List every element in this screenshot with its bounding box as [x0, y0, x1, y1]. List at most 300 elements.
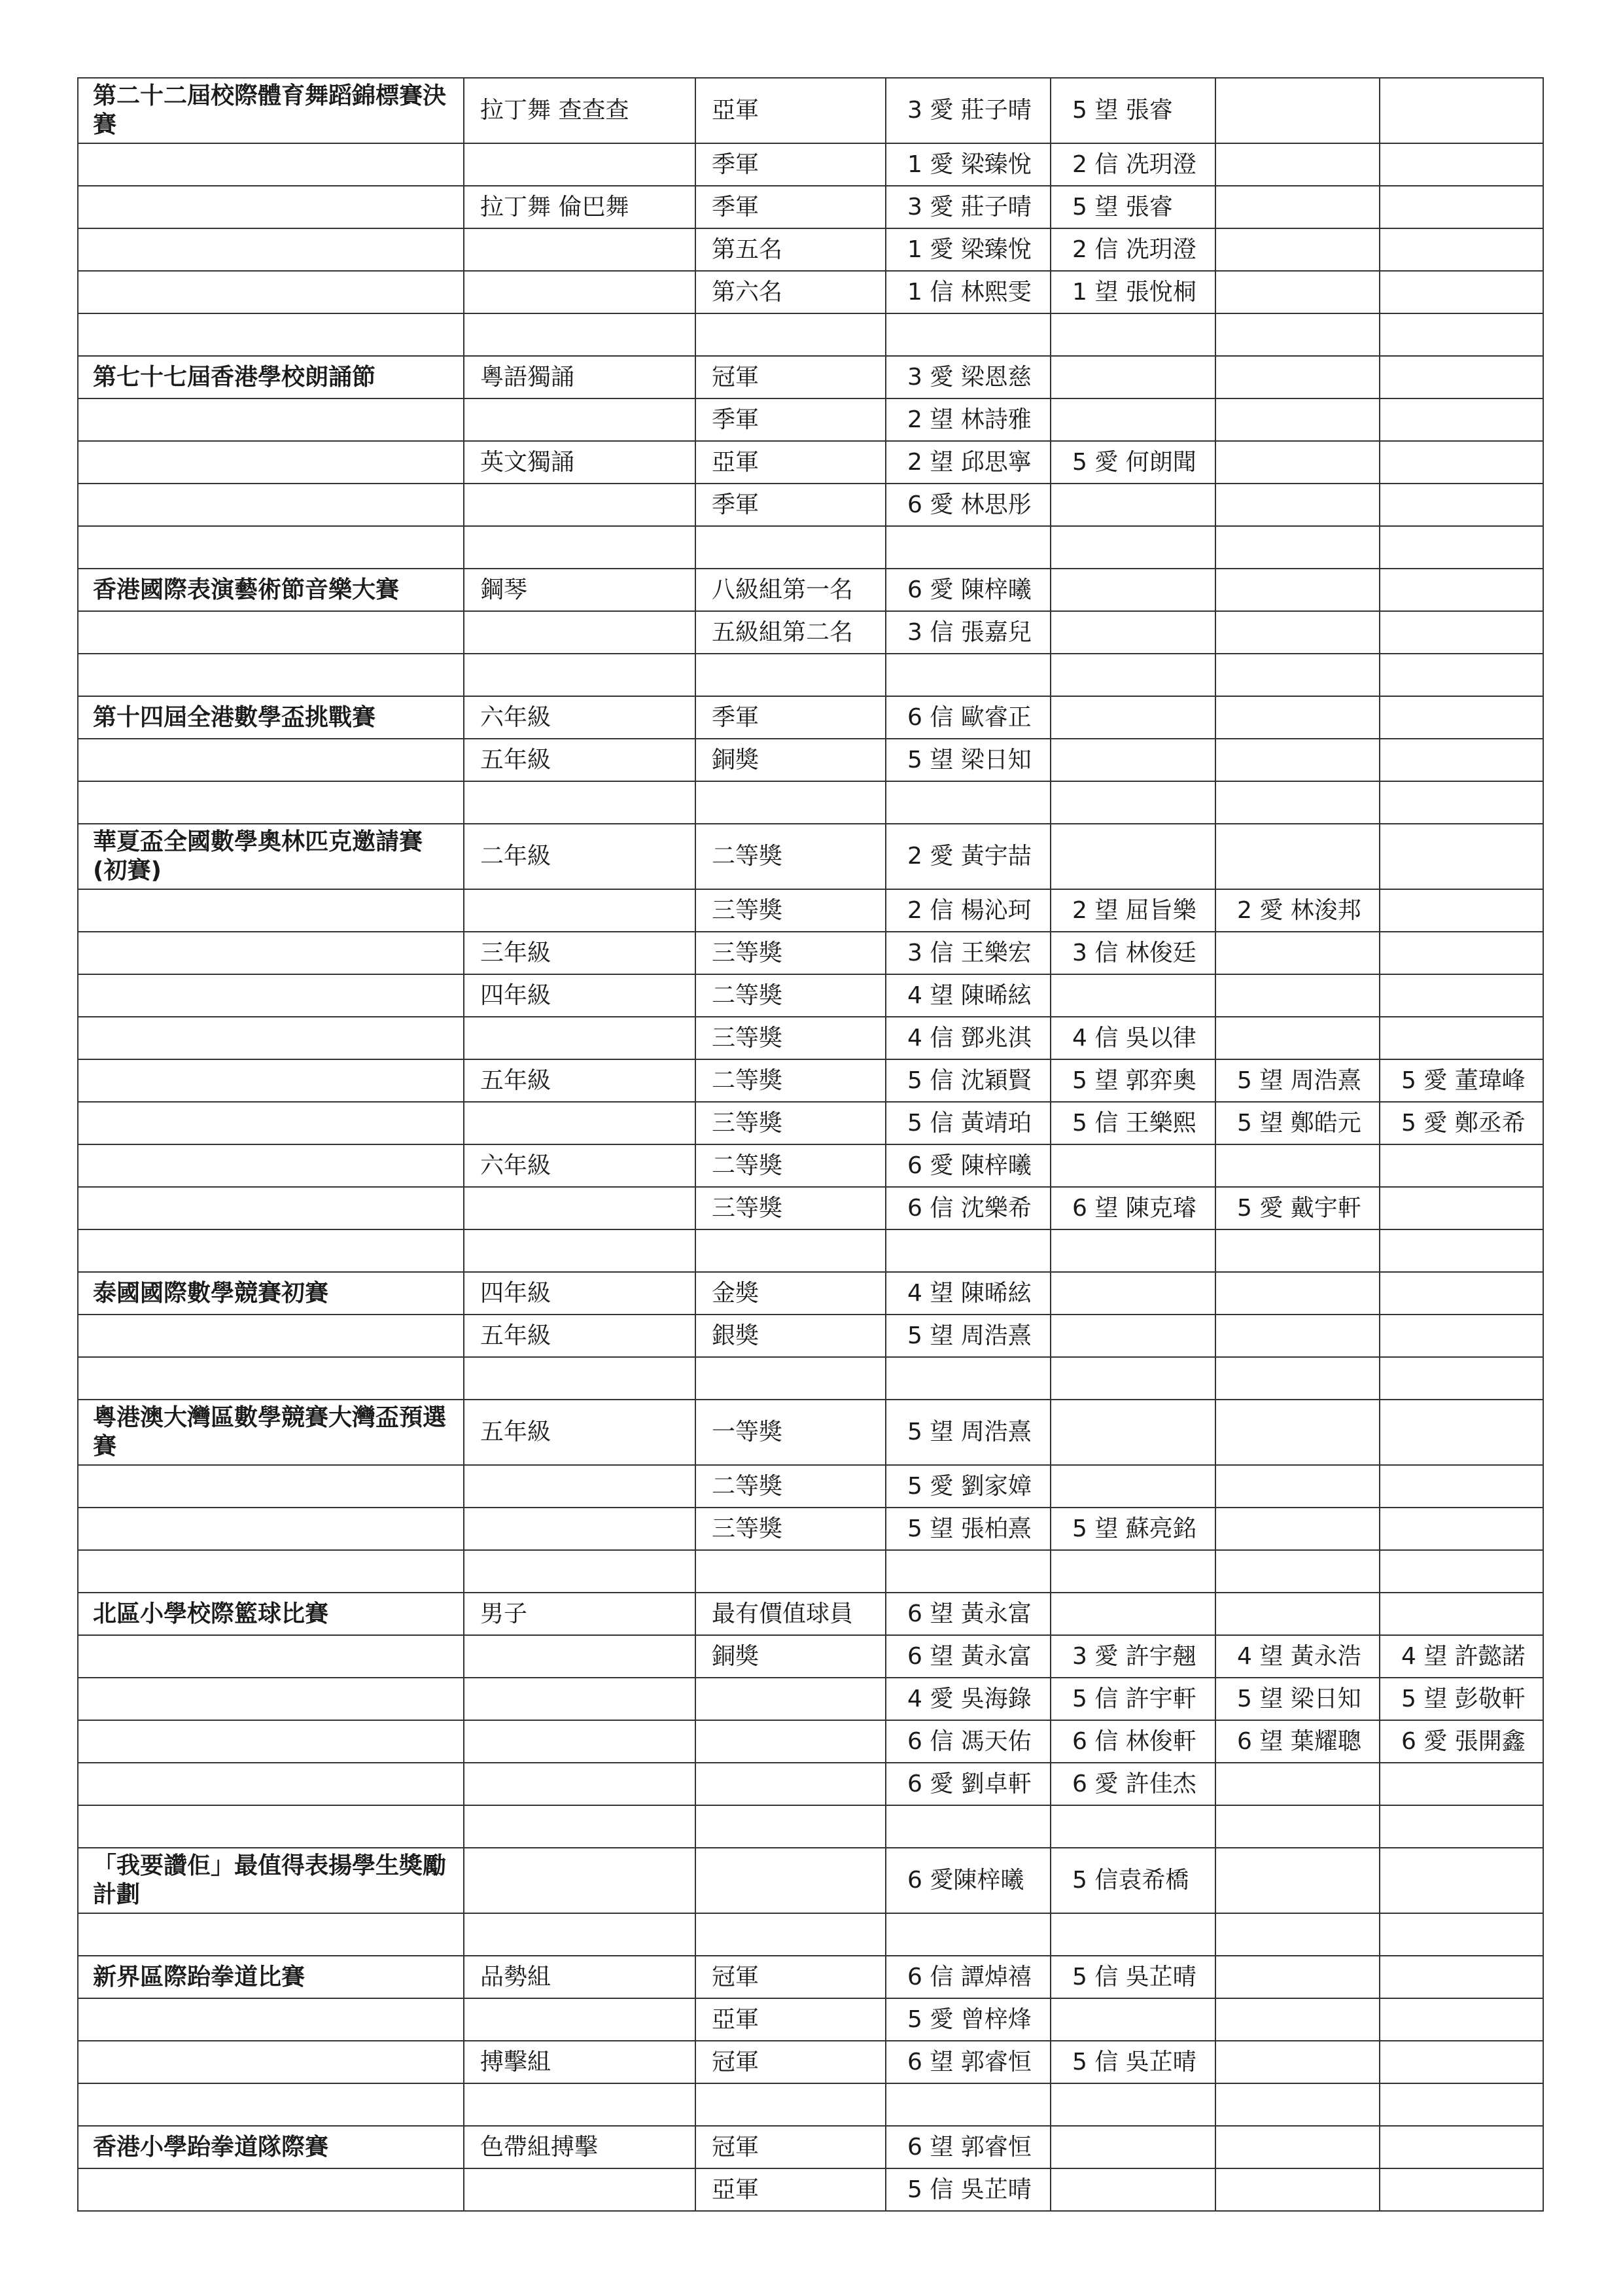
- student-cell: [1380, 1357, 1543, 1400]
- category-cell: [464, 2083, 695, 2126]
- competition-cell: [78, 143, 464, 186]
- category-cell: 六年級: [464, 1144, 695, 1187]
- student-cell: [1215, 1400, 1380, 1465]
- student-cell: [1215, 2083, 1380, 2126]
- student-cell: [886, 1357, 1051, 1400]
- student-cell: [1380, 143, 1543, 186]
- student-cell: 2 愛 黃宇喆: [886, 824, 1051, 889]
- table-row: [78, 2168, 1543, 2211]
- category-cell: [464, 1805, 695, 1848]
- student-cell: [1215, 1805, 1380, 1848]
- table-row: [78, 228, 1543, 271]
- award-cell: 二等獎: [695, 1059, 886, 1102]
- award-cell: [695, 1550, 886, 1593]
- category-cell: [464, 1848, 695, 1913]
- award-cell: 冠軍: [695, 2126, 886, 2168]
- award-cell: [695, 2083, 886, 2126]
- student-cell: [1380, 1848, 1543, 1913]
- student-cell: 6 愛 陳梓曦: [886, 569, 1051, 611]
- student-cell: 2 望 林詩雅: [886, 398, 1051, 441]
- student-cell: [1380, 313, 1543, 356]
- award-cell: 二等獎: [695, 824, 886, 889]
- category-cell: [464, 1635, 695, 1678]
- category-cell: 三年級: [464, 932, 695, 974]
- table-row: [78, 1187, 1543, 1229]
- student-cell: [1051, 526, 1215, 569]
- competition-cell: [78, 781, 464, 824]
- category-cell: 搏擊組: [464, 2041, 695, 2083]
- category-cell: 五年級: [464, 1400, 695, 1465]
- student-cell: [1215, 1550, 1380, 1593]
- student-cell: [1380, 1763, 1543, 1805]
- student-cell: 6 愛陳梓曦: [886, 1848, 1051, 1913]
- student-cell: 4 信 吳以律: [1051, 1017, 1215, 1059]
- category-cell: [464, 1465, 695, 1508]
- student-cell: [1380, 1508, 1543, 1550]
- student-cell: 3 愛 莊子晴: [886, 78, 1051, 143]
- competition-cell: [78, 1763, 464, 1805]
- student-cell: [1380, 1400, 1543, 1465]
- student-cell: [1380, 2083, 1543, 2126]
- student-cell: 2 信 冼玥澄: [1051, 228, 1215, 271]
- table-row: [78, 1635, 1543, 1678]
- student-cell: [1380, 1465, 1543, 1508]
- award-cell: 銅獎: [695, 1635, 886, 1678]
- category-cell: [464, 271, 695, 313]
- competition-cell: [78, 1720, 464, 1763]
- table-row: [78, 611, 1543, 654]
- student-cell: [1051, 1593, 1215, 1635]
- student-cell: [1051, 1315, 1215, 1357]
- student-cell: [1215, 611, 1380, 654]
- student-cell: 1 愛 梁臻悅: [886, 228, 1051, 271]
- award-cell: 三等獎: [695, 1102, 886, 1144]
- category-cell: 粵語獨誦: [464, 356, 695, 398]
- student-cell: [1380, 1550, 1543, 1593]
- student-cell: [1380, 1956, 1543, 1998]
- table-row: [78, 1059, 1543, 1102]
- student-cell: 1 望 張悅桐: [1051, 271, 1215, 313]
- table-row: [78, 974, 1543, 1017]
- competition-cell: [78, 1017, 464, 1059]
- category-cell: 色帶組搏擊: [464, 2126, 695, 2168]
- competition-cell: [78, 2041, 464, 2083]
- student-cell: 5 望 彭敬軒: [1380, 1678, 1543, 1720]
- student-cell: 6 愛 陳梓曦: [886, 1144, 1051, 1187]
- student-cell: 5 愛 劉家嫜: [886, 1465, 1051, 1508]
- student-cell: [886, 654, 1051, 696]
- student-cell: 2 望 屈旨樂: [1051, 889, 1215, 932]
- competition-cell: [78, 974, 464, 1017]
- student-cell: [1051, 1272, 1215, 1315]
- award-cell: 銅獎: [695, 739, 886, 781]
- award-cell: 季軍: [695, 186, 886, 228]
- competition-cell: [78, 1635, 464, 1678]
- student-cell: 6 信 沈樂希: [886, 1187, 1051, 1229]
- student-cell: [1051, 696, 1215, 739]
- category-cell: 五年級: [464, 1059, 695, 1102]
- student-cell: [1051, 2126, 1215, 2168]
- table-row: [78, 484, 1543, 526]
- student-cell: [886, 1229, 1051, 1272]
- student-cell: [886, 2083, 1051, 2126]
- student-cell: 5 愛 董瑋峰: [1380, 1059, 1543, 1102]
- competition-cell: 第十四屆全港數學盃挑戰賽: [78, 696, 464, 739]
- competition-cell: [78, 1187, 464, 1229]
- competition-cell: [78, 654, 464, 696]
- student-cell: 5 信 許宇軒: [1051, 1678, 1215, 1720]
- student-cell: [1380, 932, 1543, 974]
- competition-cell: [78, 2168, 464, 2211]
- student-cell: [886, 1913, 1051, 1956]
- award-cell: 第六名: [695, 271, 886, 313]
- awards-table-body: [78, 78, 1543, 2211]
- competition-cell: [78, 1229, 464, 1272]
- award-cell: [695, 1913, 886, 1956]
- award-cell: [695, 1848, 886, 1913]
- award-cell: 二等獎: [695, 1144, 886, 1187]
- table-row: [78, 398, 1543, 441]
- table-row: [78, 271, 1543, 313]
- category-cell: [464, 889, 695, 932]
- competition-cell: 北區小學校際籃球比賽: [78, 1593, 464, 1635]
- student-cell: [1215, 1144, 1380, 1187]
- student-cell: 4 愛 吳海錄: [886, 1678, 1051, 1720]
- table-row: [78, 781, 1543, 824]
- award-cell: 銀獎: [695, 1315, 886, 1357]
- table-row: [78, 1720, 1543, 1763]
- student-cell: 5 愛 曾梓烽: [886, 1998, 1051, 2041]
- student-cell: [1215, 526, 1380, 569]
- student-cell: 5 信 吳芷晴: [886, 2168, 1051, 2211]
- competition-cell: [78, 889, 464, 932]
- competition-cell: [78, 1508, 464, 1550]
- student-cell: [1380, 824, 1543, 889]
- table-row: [78, 696, 1543, 739]
- student-cell: [1380, 1593, 1543, 1635]
- student-cell: [1215, 143, 1380, 186]
- award-cell: 一等獎: [695, 1400, 886, 1465]
- category-cell: [464, 1102, 695, 1144]
- student-cell: 5 信袁希橋: [1051, 1848, 1215, 1913]
- student-cell: [1380, 1805, 1543, 1848]
- competition-cell: 新界區際跆拳道比賽: [78, 1956, 464, 1998]
- competition-cell: [78, 186, 464, 228]
- award-cell: [695, 781, 886, 824]
- table-row: [78, 1017, 1543, 1059]
- table-row: [78, 78, 1543, 143]
- student-cell: [1215, 2041, 1380, 2083]
- award-cell: [695, 654, 886, 696]
- student-cell: 5 信 黃靖珀: [886, 1102, 1051, 1144]
- table-row: [78, 739, 1543, 781]
- student-cell: [1215, 1593, 1380, 1635]
- student-cell: 3 愛 莊子晴: [886, 186, 1051, 228]
- table-row: [78, 1848, 1543, 1913]
- award-cell: [695, 1357, 886, 1400]
- award-cell: 冠軍: [695, 2041, 886, 2083]
- competition-cell: [78, 1315, 464, 1357]
- award-cell: 二等獎: [695, 1465, 886, 1508]
- student-cell: [1215, 569, 1380, 611]
- table-row: [78, 1315, 1543, 1357]
- student-cell: 6 望 黃永富: [886, 1635, 1051, 1678]
- student-cell: 6 信 歐睿正: [886, 696, 1051, 739]
- student-cell: 6 望 郭睿恒: [886, 2126, 1051, 2168]
- award-cell: 最有價值球員: [695, 1593, 886, 1635]
- student-cell: [1380, 1229, 1543, 1272]
- student-cell: [1215, 228, 1380, 271]
- student-cell: 5 望 張睿: [1051, 78, 1215, 143]
- student-cell: [1051, 1998, 1215, 2041]
- award-cell: 季軍: [695, 696, 886, 739]
- award-cell: [695, 1805, 886, 1848]
- table-row: [78, 889, 1543, 932]
- award-cell: [695, 1763, 886, 1805]
- student-cell: [1380, 441, 1543, 484]
- category-cell: 五年級: [464, 739, 695, 781]
- student-cell: [1051, 1400, 1215, 1465]
- table-row: [78, 2083, 1543, 2126]
- award-cell: 五級組第二名: [695, 611, 886, 654]
- awards-table: [77, 77, 1544, 2212]
- competition-cell: [78, 2083, 464, 2126]
- competition-cell: [78, 1102, 464, 1144]
- category-cell: [464, 1357, 695, 1400]
- category-cell: [464, 2168, 695, 2211]
- student-cell: [1215, 484, 1380, 526]
- student-cell: 5 望 周浩熹: [1215, 1059, 1380, 1102]
- student-cell: 5 望 郭弈奧: [1051, 1059, 1215, 1102]
- student-cell: 2 信 冼玥澄: [1051, 143, 1215, 186]
- student-cell: [1380, 2168, 1543, 2211]
- student-cell: [1215, 271, 1380, 313]
- student-cell: 5 望 鄭皓元: [1215, 1102, 1380, 1144]
- student-cell: [1380, 696, 1543, 739]
- competition-cell: [78, 271, 464, 313]
- table-row: [78, 1913, 1543, 1956]
- competition-cell: 香港小學跆拳道隊際賽: [78, 2126, 464, 2168]
- competition-cell: [78, 441, 464, 484]
- student-cell: [1051, 1357, 1215, 1400]
- table-row: [78, 526, 1543, 569]
- student-cell: 3 信 張嘉兒: [886, 611, 1051, 654]
- table-row: [78, 1805, 1543, 1848]
- award-cell: 亞軍: [695, 78, 886, 143]
- table-row: [78, 1998, 1543, 2041]
- student-cell: [1215, 2168, 1380, 2211]
- student-cell: 3 愛 梁恩慈: [886, 356, 1051, 398]
- student-cell: [1215, 654, 1380, 696]
- table-row: [78, 932, 1543, 974]
- category-cell: [464, 1187, 695, 1229]
- student-cell: 5 愛 戴宇軒: [1215, 1187, 1380, 1229]
- competition-cell: [78, 1678, 464, 1720]
- student-cell: 4 望 黃永浩: [1215, 1635, 1380, 1678]
- student-cell: 2 信 楊沁珂: [886, 889, 1051, 932]
- table-row: [78, 1593, 1543, 1635]
- table-row: [78, 356, 1543, 398]
- award-cell: [695, 526, 886, 569]
- student-cell: [1215, 1848, 1380, 1913]
- competition-cell: 香港國際表演藝術節音樂大賽: [78, 569, 464, 611]
- student-cell: [1380, 611, 1543, 654]
- student-cell: [886, 781, 1051, 824]
- category-cell: [464, 313, 695, 356]
- competition-cell: [78, 739, 464, 781]
- competition-cell: [78, 1059, 464, 1102]
- table-row: [78, 569, 1543, 611]
- student-cell: [1051, 569, 1215, 611]
- category-cell: [464, 1763, 695, 1805]
- student-cell: 4 望 許懿諾: [1380, 1635, 1543, 1678]
- student-cell: [1051, 739, 1215, 781]
- student-cell: 6 愛 劉卓軒: [886, 1763, 1051, 1805]
- award-cell: 冠軍: [695, 356, 886, 398]
- student-cell: [1215, 356, 1380, 398]
- student-cell: [1215, 1913, 1380, 1956]
- table-row: [78, 2126, 1543, 2168]
- table-row: [78, 1763, 1543, 1805]
- category-cell: [464, 484, 695, 526]
- table-row: [78, 1102, 1543, 1144]
- student-cell: [1051, 1465, 1215, 1508]
- student-cell: [1215, 398, 1380, 441]
- student-cell: [1380, 1315, 1543, 1357]
- competition-cell: [78, 1357, 464, 1400]
- student-cell: [1215, 1272, 1380, 1315]
- student-cell: 6 信 馮天佑: [886, 1720, 1051, 1763]
- category-cell: 拉丁舞 查查查: [464, 78, 695, 143]
- competition-cell: [78, 1805, 464, 1848]
- student-cell: [1215, 78, 1380, 143]
- student-cell: [1380, 78, 1543, 143]
- student-cell: [1380, 569, 1543, 611]
- student-cell: 5 望 張柏熹: [886, 1508, 1051, 1550]
- table-row: [78, 1400, 1543, 1465]
- student-cell: [1051, 611, 1215, 654]
- competition-cell: [78, 1465, 464, 1508]
- student-cell: [1051, 824, 1215, 889]
- competition-cell: [78, 398, 464, 441]
- student-cell: 3 信 王樂宏: [886, 932, 1051, 974]
- category-cell: 拉丁舞 倫巴舞: [464, 186, 695, 228]
- student-cell: [1051, 484, 1215, 526]
- category-cell: [464, 1720, 695, 1763]
- competition-cell: [78, 1998, 464, 2041]
- student-cell: [1051, 1229, 1215, 1272]
- table-row: [78, 1465, 1543, 1508]
- student-cell: 6 望 郭睿恒: [886, 2041, 1051, 2083]
- category-cell: [464, 1550, 695, 1593]
- student-cell: [1215, 824, 1380, 889]
- student-cell: 6 愛 林思彤: [886, 484, 1051, 526]
- student-cell: 6 望 葉耀聰: [1215, 1720, 1380, 1763]
- student-cell: [1051, 1550, 1215, 1593]
- student-cell: [1380, 398, 1543, 441]
- award-cell: 季軍: [695, 398, 886, 441]
- student-cell: [1215, 696, 1380, 739]
- award-cell: [695, 1720, 886, 1763]
- table-row: [78, 824, 1543, 889]
- student-cell: 5 望 周浩熹: [886, 1315, 1051, 1357]
- student-cell: 5 信 王樂熙: [1051, 1102, 1215, 1144]
- award-cell: 金獎: [695, 1272, 886, 1315]
- student-cell: [1380, 484, 1543, 526]
- student-cell: [1215, 186, 1380, 228]
- category-cell: [464, 1678, 695, 1720]
- student-cell: 6 望 黃永富: [886, 1593, 1051, 1635]
- category-cell: 鋼琴: [464, 569, 695, 611]
- student-cell: 5 愛 鄭丞希: [1380, 1102, 1543, 1144]
- table-row: [78, 2041, 1543, 2083]
- award-cell: 三等獎: [695, 1187, 886, 1229]
- student-cell: [886, 313, 1051, 356]
- competition-cell: [78, 1550, 464, 1593]
- competition-cell: 「我要讚佢」最值得表揚學生獎勵計劃: [78, 1848, 464, 1913]
- competition-cell: 粵港澳大灣區數學競賽大灣盃預選賽: [78, 1400, 464, 1465]
- student-cell: [1051, 2168, 1215, 2211]
- category-cell: [464, 1913, 695, 1956]
- student-cell: [1051, 398, 1215, 441]
- category-cell: 英文獨誦: [464, 441, 695, 484]
- student-cell: [1215, 441, 1380, 484]
- student-cell: 5 望 梁日知: [1215, 1678, 1380, 1720]
- category-cell: [464, 654, 695, 696]
- award-cell: [695, 1678, 886, 1720]
- student-cell: [1215, 739, 1380, 781]
- student-cell: 6 愛 張開鑫: [1380, 1720, 1543, 1763]
- student-cell: [1380, 739, 1543, 781]
- student-cell: [1380, 2126, 1543, 2168]
- award-cell: 亞軍: [695, 441, 886, 484]
- student-cell: 4 信 鄧兆淇: [886, 1017, 1051, 1059]
- student-cell: [1051, 313, 1215, 356]
- competition-cell: 第七十七屆香港學校朗誦節: [78, 356, 464, 398]
- student-cell: [1380, 526, 1543, 569]
- table-row: [78, 186, 1543, 228]
- competition-cell: [78, 611, 464, 654]
- student-cell: 1 信 林熙雯: [886, 271, 1051, 313]
- award-cell: 亞軍: [695, 2168, 886, 2211]
- award-cell: 季軍: [695, 143, 886, 186]
- award-cell: [695, 1229, 886, 1272]
- student-cell: 5 望 蘇亮銘: [1051, 1508, 1215, 1550]
- student-cell: 5 信 吳芷晴: [1051, 1956, 1215, 1998]
- category-cell: [464, 228, 695, 271]
- student-cell: [1215, 1017, 1380, 1059]
- table-row: [78, 1272, 1543, 1315]
- table-row: [78, 1508, 1543, 1550]
- student-cell: [1380, 1272, 1543, 1315]
- competition-cell: [78, 313, 464, 356]
- award-cell: [695, 313, 886, 356]
- student-cell: 5 望 周浩熹: [886, 1400, 1051, 1465]
- category-cell: [464, 1508, 695, 1550]
- competition-cell: 第二十二屆校際體育舞蹈錦標賽決賽: [78, 78, 464, 143]
- category-cell: 二年級: [464, 824, 695, 889]
- student-cell: [1380, 974, 1543, 1017]
- student-cell: [1215, 1465, 1380, 1508]
- student-cell: [1051, 356, 1215, 398]
- student-cell: 2 愛 林浚邦: [1215, 889, 1380, 932]
- student-cell: [1215, 781, 1380, 824]
- category-cell: 五年級: [464, 1315, 695, 1357]
- student-cell: [1215, 1315, 1380, 1357]
- student-cell: [1380, 1187, 1543, 1229]
- student-cell: [1051, 974, 1215, 1017]
- student-cell: [1380, 1144, 1543, 1187]
